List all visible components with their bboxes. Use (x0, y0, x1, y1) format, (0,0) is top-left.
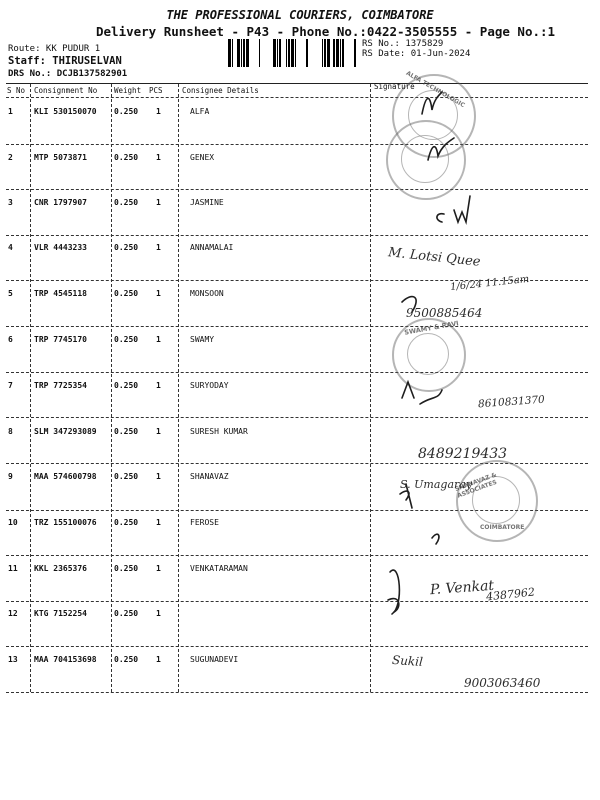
barcode-bar (324, 39, 326, 67)
row-sno: 7 (8, 381, 13, 390)
row-rule (6, 692, 588, 693)
row-consignment: CNR 1797907 (34, 198, 87, 207)
barcode-bar (295, 39, 296, 67)
row-consignee: SHANAVAZ (190, 472, 229, 481)
row-sno: 1 (8, 107, 13, 116)
row-sno: 3 (8, 198, 13, 207)
staff-label: Staff: THIRUSELVAN (8, 55, 122, 67)
rs-date: RS Date: 01-Jun-2024 (362, 49, 471, 59)
row-consignee: ALFA (190, 107, 210, 116)
row-weight: 0.250 (114, 289, 139, 298)
barcode-bar (259, 39, 260, 67)
row-weight: 0.250 (114, 564, 139, 573)
handwritten-phone-row7: 8610831370 (477, 393, 546, 411)
row-pcs: 1 (156, 198, 161, 207)
row-weight: 0.250 (114, 427, 139, 436)
row-pcs: 1 (156, 335, 161, 344)
row-pcs: 1 (156, 243, 161, 252)
row-consignment: KLI 530150070 (34, 107, 97, 116)
row-consignment: SLM 347293089 (34, 427, 97, 436)
col-header-signature: Signature (374, 82, 415, 91)
row-consignment: KTG 7152254 (34, 609, 87, 618)
barcode-bar (291, 39, 294, 67)
row-consignment: MAA 574600798 (34, 472, 97, 481)
row-consignment: VLR 4443233 (34, 243, 87, 252)
row-weight: 0.250 (114, 198, 139, 207)
barcode-bar (243, 39, 245, 67)
row-consignee: VENKATARAMAN (190, 564, 248, 573)
barcode-bar (246, 39, 249, 67)
barcode-bar (232, 39, 233, 67)
col-header-pcs: PCS (149, 86, 163, 95)
row-weight: 0.250 (114, 107, 139, 116)
barcode-bar (228, 39, 231, 67)
row-sno: 9 (8, 472, 13, 481)
row-consignee: ANNAMALAI (190, 243, 234, 252)
row-weight: 0.250 (114, 243, 139, 252)
handwritten-name-row4: M. Lotsi Quee (387, 245, 482, 270)
row-weight: 0.250 (114, 655, 139, 664)
barcode-bar (273, 39, 276, 67)
row-pcs: 1 (156, 518, 161, 527)
col-header-consignment: Consignment No (34, 86, 98, 95)
shanavaz-stamp-city: COIMBATORE (480, 524, 525, 531)
route-label: Route: KK PUDUR 1 (8, 44, 101, 54)
barcode-bar (342, 39, 344, 67)
row-pcs: 1 (156, 289, 161, 298)
row-consignment: MAA 704153698 (34, 655, 97, 664)
barcode-bar (340, 39, 341, 67)
barcode-bar (336, 39, 339, 67)
row-weight: 0.250 (114, 518, 139, 527)
row-sno: 8 (8, 427, 13, 436)
handwritten-phone-row13: 9003063460 (464, 676, 541, 690)
row-consignee: JASMINE (190, 198, 224, 207)
row-consignee: SURESH KUMAR (190, 427, 248, 436)
row-sno: 6 (8, 335, 13, 344)
barcode-bar (288, 39, 290, 67)
barcode-bar (241, 39, 242, 67)
row-consignment: MTP 5073871 (34, 153, 87, 162)
barcode-bar (279, 39, 281, 67)
handwritten-phone-row8: 8489219433 (418, 446, 508, 462)
barcode-bar (333, 39, 335, 67)
barcode-bar (277, 39, 278, 67)
row-pcs: 1 (156, 427, 161, 436)
row-consignee: SWAMY (190, 335, 215, 344)
handwritten-name-row13: Sukil (391, 652, 424, 670)
rs-number: RS No.: 1375829 (362, 39, 444, 49)
row-sno: 10 (8, 518, 18, 527)
barcode-bar (237, 39, 240, 67)
col-header-weight: Weight (114, 86, 142, 95)
row-consignee: GENEX (190, 153, 215, 162)
row-sno: 5 (8, 289, 13, 298)
col-header-sno: S No (7, 86, 26, 95)
row-consignment: TRP 7745170 (34, 335, 87, 344)
row-sno: 4 (8, 243, 13, 252)
alfa-stamp-text: ALFA TECHNOLOGIC (404, 69, 466, 110)
handwritten-name-row11: P. Venkat (429, 577, 495, 599)
handwritten-phone-row5: 9500885464 (406, 306, 483, 320)
shanavaz-stamp-text: SHANAVAZ & ASSOCIATES (454, 471, 498, 500)
runsheet-subtitle: Delivery Runsheet - P43 - Phone No.:0422-3505555 - Page No.:1 (96, 24, 556, 39)
swamy-stamp-text: SWAMY & RAVI (403, 319, 460, 337)
barcode-bar (306, 39, 308, 67)
row-weight: 0.250 (114, 472, 139, 481)
row-consignment: TRP 4545118 (34, 289, 87, 298)
row-consignee: FEROSE (190, 518, 219, 527)
row-consignment: TRP 7725354 (34, 381, 87, 390)
row-consignee: SURYODAY (190, 381, 229, 390)
row-weight: 0.250 (114, 335, 139, 344)
drs-number: DRS No.: DCJB137582901 (8, 69, 128, 79)
row-pcs: 1 (156, 153, 161, 162)
handwritten-name-row9: S. Umagaray (400, 478, 473, 491)
row-consignee: SUGUNADEVI (190, 655, 239, 664)
row-pcs: 1 (156, 564, 161, 573)
row-consignment: KKL 2365376 (34, 564, 87, 573)
handwritten-note-row5: 1/6/24 11.15am (449, 273, 530, 294)
row-sno: 11 (8, 564, 18, 573)
row-pcs: 1 (156, 381, 161, 390)
document-title: THE PROFESSIONAL COURIERS, COIMBATORE (166, 8, 434, 22)
row-weight: 0.250 (114, 609, 139, 618)
handwritten-phone-row11: 4387962 (485, 585, 536, 604)
row-pcs: 1 (156, 107, 161, 116)
col-header-consignee: Consignee Details (182, 86, 259, 95)
row-pcs: 1 (156, 472, 161, 481)
row-sno: 2 (8, 153, 13, 162)
row-sno: 12 (8, 609, 18, 618)
row-consignment: TRZ 155100076 (34, 518, 97, 527)
barcode-bar (327, 39, 330, 67)
barcode-bar (322, 39, 323, 67)
row-pcs: 1 (156, 655, 161, 664)
barcode-bar (286, 39, 287, 67)
row-pcs: 1 (156, 609, 161, 618)
row-weight: 0.250 (114, 153, 139, 162)
row-sno: 13 (8, 655, 18, 664)
row-weight: 0.250 (114, 381, 139, 390)
barcode-image (228, 39, 356, 67)
barcode-bar (354, 39, 356, 67)
row-consignee: MONSOON (190, 289, 224, 298)
